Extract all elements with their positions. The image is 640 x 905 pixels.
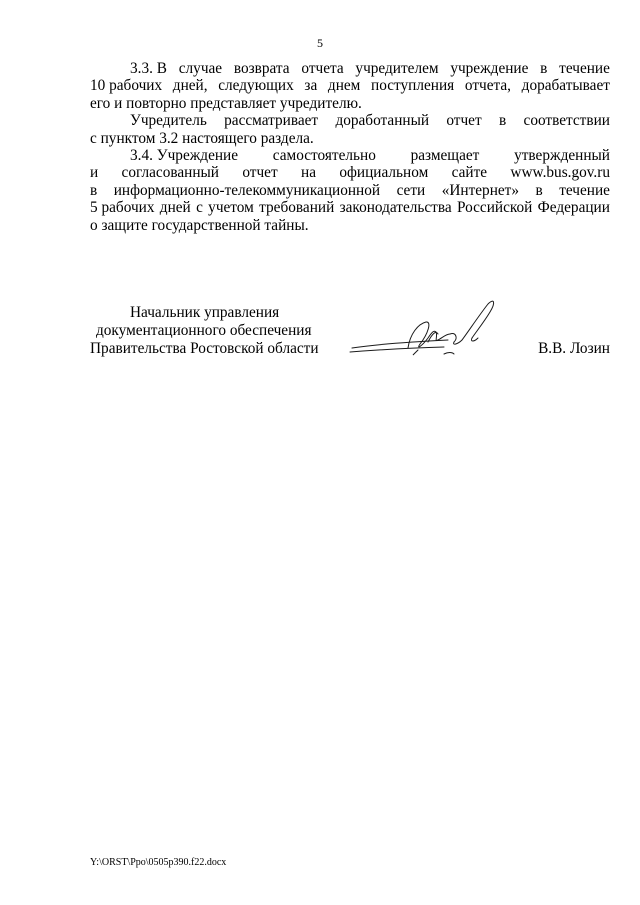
word: возврата bbox=[233, 60, 290, 77]
word: дней bbox=[159, 199, 191, 217]
word: случае bbox=[178, 60, 223, 77]
file-path: Y:\ORST\Ppo\0505p390.f22.docx bbox=[90, 857, 227, 868]
word: поступления bbox=[371, 77, 455, 95]
word: утвержденный bbox=[514, 146, 610, 164]
word: сайте bbox=[451, 164, 488, 182]
word: в bbox=[535, 181, 543, 199]
signatory-title-line-1: Начальник управления bbox=[130, 304, 280, 321]
word: учетом bbox=[208, 199, 254, 217]
word: течение bbox=[559, 60, 610, 77]
word: сети bbox=[396, 181, 426, 199]
justified-line bbox=[90, 60, 610, 77]
word: отчет bbox=[242, 164, 278, 182]
word: www.bus.gov.ru bbox=[510, 164, 610, 182]
word: рассматривает bbox=[224, 112, 319, 130]
word: с bbox=[196, 199, 203, 217]
word: в bbox=[498, 112, 507, 130]
word: в bbox=[90, 181, 98, 199]
word: отчета, bbox=[464, 77, 511, 95]
word: Федерации bbox=[537, 199, 610, 217]
word: 3.4. Учреждение bbox=[130, 146, 239, 164]
word: требований bbox=[259, 199, 335, 217]
word: доработанный bbox=[335, 112, 430, 130]
word: соответствии bbox=[523, 112, 610, 130]
word: информационно-телекоммуникационной bbox=[113, 181, 381, 199]
text-line: о защите государственной тайны. bbox=[90, 216, 309, 234]
word: течение bbox=[559, 181, 610, 199]
word: согласованный bbox=[121, 164, 219, 182]
word: за bbox=[304, 77, 318, 95]
justified-line bbox=[90, 182, 610, 199]
word: отчета bbox=[301, 60, 344, 77]
word: дней, bbox=[172, 77, 208, 95]
signatory-name: В.В. Лозин bbox=[538, 340, 610, 357]
word: дорабатывает bbox=[521, 77, 610, 95]
justified-line bbox=[90, 164, 610, 181]
page-number: 5 bbox=[317, 36, 323, 50]
word: 10 рабочих bbox=[90, 77, 163, 95]
justified-line bbox=[90, 147, 610, 164]
word: «Интернет» bbox=[441, 181, 520, 199]
word: отчет bbox=[446, 112, 482, 130]
signatory-title-line-3: Правительства Ростовской области bbox=[90, 340, 319, 357]
handwritten-signature bbox=[348, 294, 508, 374]
word: Учредитель bbox=[130, 112, 207, 130]
justified-line bbox=[90, 77, 610, 94]
signature-block bbox=[90, 304, 610, 384]
text-line: с пунктом 3.2 настоящего раздела. bbox=[90, 129, 314, 147]
justified-line bbox=[90, 112, 610, 129]
word: самостоятельно bbox=[272, 146, 376, 164]
word: законодательства bbox=[339, 199, 452, 217]
word: днем bbox=[327, 77, 361, 95]
word: официальном bbox=[339, 164, 429, 182]
word: и bbox=[90, 164, 99, 182]
word: учреждение bbox=[450, 60, 529, 77]
document-body bbox=[90, 60, 610, 234]
word: Российской bbox=[456, 199, 533, 217]
word: в bbox=[540, 60, 548, 77]
word: учредителем bbox=[355, 60, 439, 77]
word: следующих bbox=[218, 77, 294, 95]
word: 5 рабочих bbox=[90, 199, 155, 217]
word: 3.3. В bbox=[130, 60, 167, 77]
justified-line bbox=[90, 199, 610, 216]
signatory-title-line-2: документационного обеспечения bbox=[96, 322, 312, 339]
text-line: его и повторно представляет учредителю. bbox=[90, 94, 362, 112]
word: размещает bbox=[410, 146, 480, 164]
word: на bbox=[301, 164, 317, 182]
